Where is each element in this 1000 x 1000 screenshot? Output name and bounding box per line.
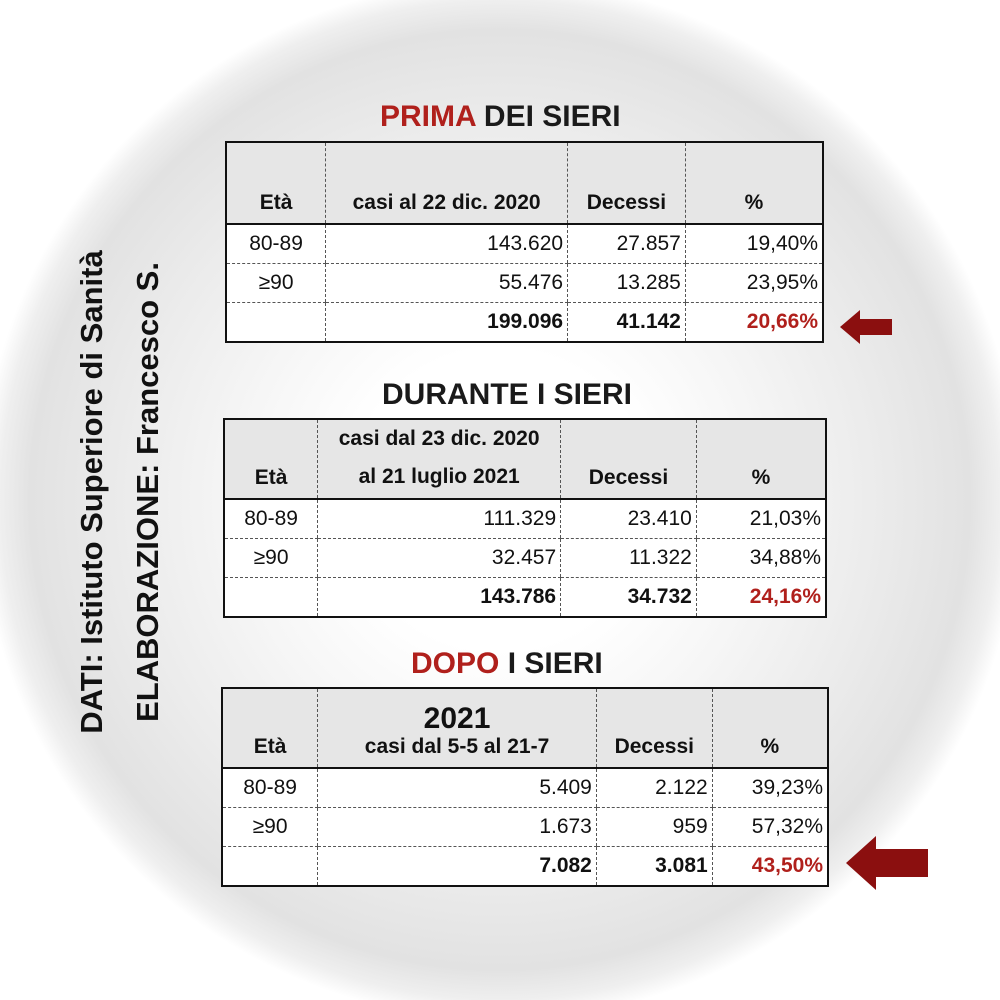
table-prima xyxy=(225,141,824,343)
cell-pct: 21,03% xyxy=(696,499,826,539)
cell-deaths: 2.122 xyxy=(596,768,712,808)
total-cases: 7.082 xyxy=(318,847,597,887)
table-header-row xyxy=(226,142,823,224)
table-header-row xyxy=(222,688,828,768)
header-pct: % xyxy=(696,419,826,499)
title-rest: DURANTE I SIERI xyxy=(382,378,633,411)
total-cases: 199.096 xyxy=(326,303,568,343)
title-rest: I SIERI xyxy=(499,647,603,680)
cell-cases: 1.673 xyxy=(318,808,597,847)
total-deaths: 41.142 xyxy=(568,303,686,343)
header-age: Età xyxy=(226,142,326,224)
total-pct: 20,66% xyxy=(685,303,823,343)
header-cases: casi al 22 dic. 2020 xyxy=(326,142,568,224)
cell-pct: 39,23% xyxy=(712,768,828,808)
total-pct: 43,50% xyxy=(712,847,828,887)
cell-cases: 5.409 xyxy=(318,768,597,808)
cell-cases: 32.457 xyxy=(318,539,561,578)
total-deaths: 3.081 xyxy=(596,847,712,887)
table-row xyxy=(226,224,823,264)
total-deaths: 34.732 xyxy=(561,578,697,618)
cell-deaths: 11.322 xyxy=(561,539,697,578)
header-year: 2021 xyxy=(423,702,491,735)
table-row xyxy=(224,499,826,539)
author-label: ELABORAZIONE: Francesco S. xyxy=(130,262,165,722)
total-cases: 143.786 xyxy=(318,578,561,618)
table-row xyxy=(224,539,826,578)
header-cases-text: casi dal 5-5 al 21-7 xyxy=(364,735,550,758)
section-title-prima xyxy=(380,100,621,134)
arrow-left-icon xyxy=(840,310,892,344)
cell-cases: 143.620 xyxy=(326,224,568,264)
cell-age: ≥90 xyxy=(222,808,318,847)
cell-age: 80-89 xyxy=(224,499,318,539)
table-row xyxy=(226,264,823,303)
cell-empty xyxy=(226,303,326,343)
table-total-row xyxy=(224,578,826,618)
cell-deaths: 23.410 xyxy=(561,499,697,539)
header-cases xyxy=(318,419,561,499)
data-source-label: DATI: Istituto Superiore di Sanità xyxy=(74,250,109,734)
cell-age: ≥90 xyxy=(224,539,318,578)
cell-pct: 23,95% xyxy=(685,264,823,303)
cell-cases: 111.329 xyxy=(318,499,561,539)
table-dopo xyxy=(221,687,829,887)
cell-empty xyxy=(224,578,318,618)
cell-pct: 34,88% xyxy=(696,539,826,578)
table-row xyxy=(222,768,828,808)
title-rest: DEI SIERI xyxy=(475,100,621,133)
header-deaths: Decessi xyxy=(561,419,697,499)
header-cases-line1: casi dal 23 dic. 2020 xyxy=(338,427,540,450)
header-age: Età xyxy=(222,688,318,768)
cell-deaths: 959 xyxy=(596,808,712,847)
cell-deaths: 13.285 xyxy=(568,264,686,303)
header-pct: % xyxy=(712,688,828,768)
header-age: Età xyxy=(224,419,318,499)
header-pct: % xyxy=(685,142,823,224)
header-deaths: Decessi xyxy=(568,142,686,224)
arrow-left-icon xyxy=(846,836,928,890)
cell-age: 80-89 xyxy=(226,224,326,264)
cell-empty xyxy=(222,847,318,887)
table-row xyxy=(222,808,828,847)
table-durante xyxy=(223,418,827,618)
table-header-row xyxy=(224,419,826,499)
title-highlight: DOPO xyxy=(411,647,500,680)
section-title-dopo xyxy=(411,647,603,681)
table-total-row xyxy=(222,847,828,887)
header-deaths: Decessi xyxy=(596,688,712,768)
cell-age: 80-89 xyxy=(222,768,318,808)
header-cases xyxy=(318,688,597,768)
cell-deaths: 27.857 xyxy=(568,224,686,264)
cell-cases: 55.476 xyxy=(326,264,568,303)
cell-age: ≥90 xyxy=(226,264,326,303)
section-title-durante xyxy=(382,378,632,412)
header-cases-line2: al 21 luglio 2021 xyxy=(358,465,520,488)
cell-pct: 57,32% xyxy=(712,808,828,847)
cell-pct: 19,40% xyxy=(685,224,823,264)
table-total-row xyxy=(226,303,823,343)
title-highlight: PRIMA xyxy=(380,100,476,133)
total-pct: 24,16% xyxy=(696,578,826,618)
